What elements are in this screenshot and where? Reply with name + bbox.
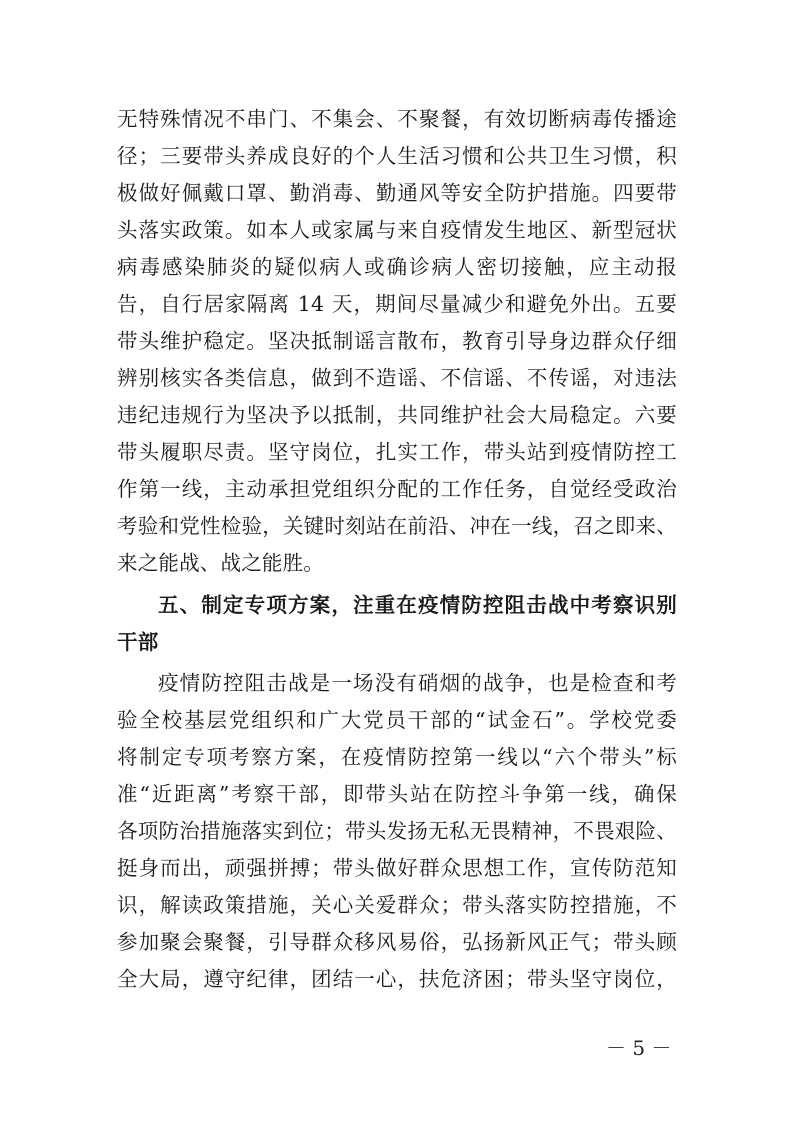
body-text-line: 无特殊情况不串门、不集会、不聚餐，有效切断病毒传播途	[117, 107, 677, 131]
body-text-line: 径；三要带头养成良好的个人生活习惯和公共卫生习惯，积	[117, 144, 677, 168]
body-text-line: 考验和党性检验，关键时刻站在前沿、冲在一线，召之即来、	[117, 514, 677, 538]
body-text-line: 验全校基层党组织和广大党员干部的“试金石”。学校党委	[117, 708, 677, 732]
body-text-line: 告，自行居家隔离 14 天，期间尽量减少和避免外出。五要	[117, 292, 677, 316]
page-number: － 5 －	[606, 1036, 672, 1060]
body-text-line: 病毒感染肺炎的疑似病人或确诊病人密切接触，应主动报	[117, 255, 677, 279]
body-text-line: 作第一线，主动承担党组织分配的工作任务，自觉经受政治	[117, 477, 677, 501]
body-text-line: 违纪违规行为坚决予以抵制，共同维护社会大局稳定。六要	[117, 403, 677, 427]
paragraph-first-line: 疫情防控阻击战是一场没有硝烟的战争，也是检查和考	[158, 671, 677, 695]
body-text-line: 准“近距离”考察干部，即带头站在防控斗争第一线，确保	[117, 782, 677, 806]
body-text-line: 带头维护稳定。坚决抵制谣言散布，教育引导身边群众仔细	[117, 329, 677, 353]
body-text-line: 来之能战、战之能胜。	[117, 551, 324, 575]
body-text-line: 辨别核实各类信息，做到不造谣、不信谣、不传谣，对违法	[117, 366, 677, 390]
section-heading-continued: 干部	[117, 630, 159, 654]
body-text-line: 参加聚会聚餐，引导群众移风易俗，弘扬新风正气；带头顾	[117, 930, 677, 954]
body-text-line: 全大局，遵守纪律，团结一心，扶危济困；带头坚守岗位，	[117, 967, 677, 991]
body-text-line: 极做好佩戴口罩、勤消毒、勤通风等安全防护措施。四要带	[117, 181, 677, 205]
body-text-line: 将制定专项考察方案，在疫情防控第一线以“六个带头”标	[117, 745, 677, 769]
section-heading: 五、制定专项方案，注重在疫情防控阻击战中考察识别	[158, 593, 677, 617]
body-text-line: 挺身而出，顽强拼搏；带头做好群众思想工作，宣传防范知	[117, 856, 677, 880]
body-text-line: 识，解读政策措施，关心关爱群众；带头落实防控措施，不	[117, 893, 677, 917]
body-text-line: 带头履职尽责。坚守岗位，扎实工作，带头站到疫情防控工	[117, 440, 677, 464]
body-text-line: 各项防治措施落实到位；带头发扬无私无畏精神，不畏艰险、	[117, 819, 677, 843]
body-text-line: 头落实政策。如本人或家属与来自疫情发生地区、新型冠状	[117, 218, 677, 242]
